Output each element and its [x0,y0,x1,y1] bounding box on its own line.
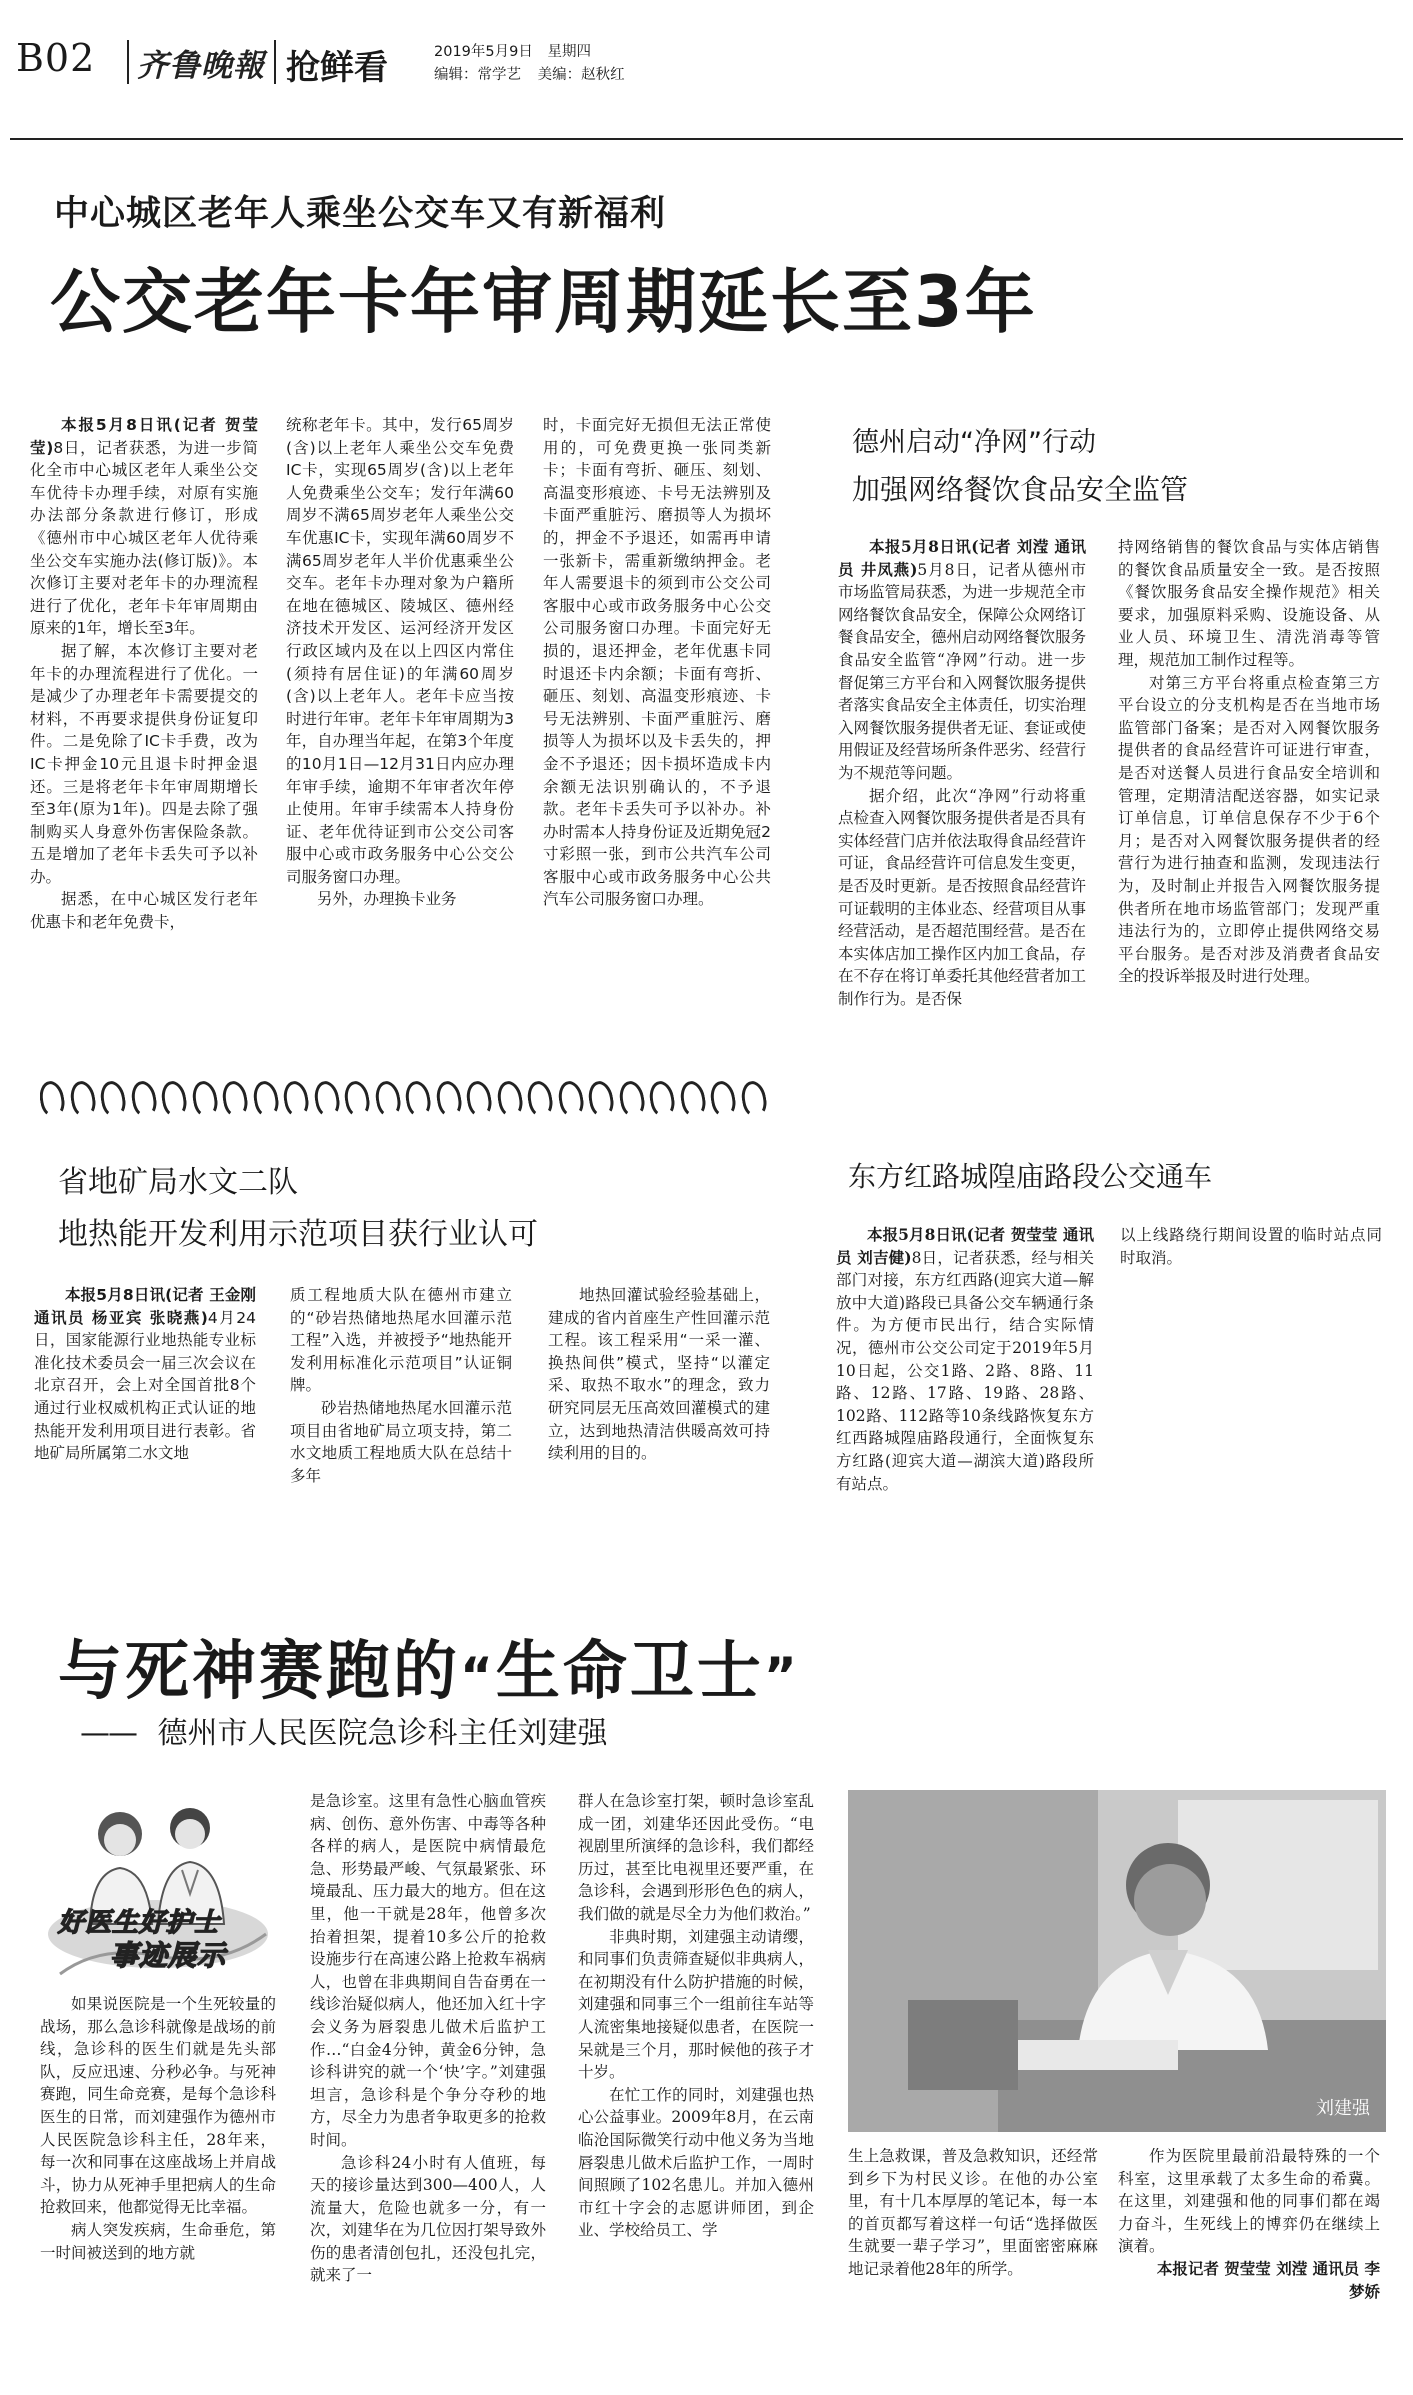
article5-col4-text: 生上急救课，普及急救知识，还经常到乡下为村民义诊。在他的办公室里，有十几本厚厚的笔记本，每一本的首页都写着这样一句话“选择做医生就要一辈子学习”，里面密密麻麻地记录着他28年的所学。 [848,2147,1098,2278]
article4-headline: 东方红路城隍庙路段公交通车 [848,1160,1213,1193]
article5-col2-p2: 急诊科24小时有人值班，每天的接诊量达到300—400人，人流量大，危险也就多一分，有一次，刘建华在为几位因打架导致外伤的患者清创包扎，还没包扎完，就来了一 [310,2153,546,2285]
article2-column-1 [838,536,1086,1066]
article2-headline: 加强网络餐饮食品安全监管 [852,473,1189,506]
article3-byline: 本报5月8日讯(记者 王金刚 通讯员 杨亚宾 张晓燕) [34,1286,256,1327]
article5-col1-text: 如果说医院是一个生死较量的战场，那么急诊科就像是战场的前线，急诊科的医生们就是先头部队，反应迅速、分秒必争。与死神赛跑，同生命竞赛，是每个急诊科医生的日常，而刘建强作为德州市人民医院急诊科主任，28年来，每一次和同事在这座战场上并肩战斗，协力从死神手里把病人的生命抢救回来，他都觉得无比幸福。 [40,1995,276,2217]
good-doctor-badge [40,1784,276,1984]
article5-col3-p3: 在忙工作的同时，刘建强也热心公益事业。2009年8月，在云南临沧国际微笑行动中他义务为当地唇裂患儿做术后监护工作，一周时间照顾了102名患儿。并加入德州市红十字会的志愿讲师团，到企业、学校给员工、学 [578,2085,814,2240]
article2-col2-text: 持网络销售的餐饮食品与实体店销售的餐饮食品质量安全一致。是否按照《餐饮服务食品安全操作规范》相关要求，加强原料采购、设施设备、从业人员、环境卫生、清洗消毒等管理，规范加工制作过程等。 [1118,538,1380,669]
article5-col3-p2: 非典时期，刘建强主动请缨，和同事们负责筛查疑似非典病人，在初期没有什么防护措施的时候，刘建强和同事三个一组前往车站等人流密集地接疑似患者，在医院一呆就是三个月，那时候他的孩子才十岁。 [578,1927,814,2082]
article5-subtitle-line [80,1708,608,1752]
article5-column-4 [848,2145,1098,2365]
section-title: 抢鲜看 [286,48,388,88]
article1-kicker: 中心城区老年人乘坐公交车又有新福利 [54,194,667,234]
page-number: B02 [16,36,96,80]
designer: 美编：赵秋红 [537,67,625,83]
article5-quote-open: “ [460,1647,496,1705]
article3-col1-text: 4月24日，国家能源行业地热能专业标准化技术委员会一届三次会议在北京召开，会上对全国首批8个通过行业权威机构正式认证的地热能开发利用项目进行表彰。省地矿局所属第二水文地 [34,1308,256,1463]
badge-title-2: 事迹展示 [110,1939,227,1972]
issue-date [434,40,591,61]
doctor-at-desk-photo-icon [848,1790,1386,2132]
article5-col5-text: 作为医院里最前沿最特殊的一个科室，这里承载了太多生命的希冀。在这里，刘建强和他的同事们都在竭力奋斗，生死线上的博弈仍在继续上演着。 [1118,2147,1380,2256]
article1-col2-text: 统称老年卡。其中，发行65周岁(含)以上老年人乘坐公交车免费IC卡，实现65周岁(含)以上老年人免费乘坐公交车；发行年满60周岁不满65周岁老年人乘坐公交车优惠IC卡，实现年满60周岁不满65周岁老年人半价优惠乘坐公交车。老年卡办理对象为户籍所在地在德城区、陵城区、德州经济技术开发区、运河经济开发区行政区域内及在以上四区内常住(须持有居住证)的年满60周岁(含)以上老年人。老年卡应当按时进行年审。老年卡年审周期为3年，自办理当年起，在第3个年度的10月1日—12月31日内应办理年审手续，逾期不年审者次年停止使用。年审手续需本人持身份证、老年优待证到市公交公司客服中心或市政务服务中心公交公司服务窗口办理。 [286,416,514,886]
article3-headline: 地热能开发利用示范项目获行业认可 [58,1217,538,1252]
article2-byline: 本报5月8日讯(记者 刘滢 通讯员 井凤燕) [838,537,1086,579]
article1-col1-p3: 据悉，在中心城区发行老年优惠卡和老年免费卡， [30,890,258,932]
article1-column-1 [30,414,258,1004]
article5-headline [58,1620,800,1712]
article3-column-2 [290,1284,512,1534]
article5-subtitle: 德州市人民医院急诊科主任刘建强 [157,1716,608,1751]
editor-credits [434,63,625,84]
badge-title-1: 好医生好护士 [58,1908,221,1938]
article5-column-5 [1118,2145,1380,2375]
weekday: 星期四 [547,44,591,60]
header-divider [274,40,276,84]
article1-byline: 本报5月8日讯(记者 贺莹莹) [30,416,258,457]
article3-column-1 [34,1284,256,1534]
article2-kicker: 德州启动“净网”行动 [852,427,1096,458]
article3-col2-text: 质工程地质大队在德州市建立的“砂岩热储地热尾水回灌示范工程”入选，并被授予“地热能开发利用标准化示范项目”认证铜牌。 [290,1286,512,1395]
article2-col1-p2: 据介绍，此次“净网”行动将重点检查入网餐饮服务提供者是否具有实体经营门店并依法取得食品经营许可证，食品经营许可信息发生变更，是否及时更新。是否按照食品经营许可证载明的主体业态、经营项目从事经营活动，是否超范围经营。是否在本实体店加工操作区内加工食品，存在不存在将订单委托其他经营者加工制作行为。是否保 [838,786,1086,1008]
article5-col1-p2: 病人突发疾病，生命垂危，第一时间被送到的地方就 [40,2220,276,2262]
masthead-logo: 齐鲁晚報 [137,48,265,84]
article5-headline-b: 生命卫士 [495,1635,764,1709]
article1-column-3 [543,414,771,1004]
article2-column-2 [1118,536,1380,1066]
article1-col2-p2: 另外，办理换卡业务 [317,890,457,909]
article1-col1-p2: 据了解，本次修订主要对老年卡的办理流程进行了优化。一是减少了办理老年卡需要提交的材料，不再要求提供身份证复印件。二是免除了IC卡手费，改为IC卡押金10元且退卡时押金退还。三是将老年卡年审周期增长至3年(原为1年)。四是去除了强制购买人身意外伤害保险条款。五是增加了老年卡丢失可予以补办。 [30,641,258,886]
header-rule [10,138,1403,140]
header-divider [127,40,129,84]
article5-col2-text: 是急诊室。这里有急性心脑血管疾病、创伤、意外伤害、中毒等各种各样的病人，是医院中病情最危急、形势最严峻、气氛最紧张、环境最乱、压力最大的地方。但在这里，他一干就是28年，他曾多次抬着担架，提着10多公斤的抢救设施步行在高速公路上抢救车祸病人，也曾在非典期间自告奋勇在一线诊治疑似病人，他还加入红十字会义务为唇裂患儿做术后监护工作…“白金4分钟，黄金6分钟，急诊科讲究的就一个‘快’字。”刘建强坦言，急诊科是个争分夺秒的地方，尽全力为患者争取更多的抢救时间。 [310,1792,546,2149]
photo-caption: 刘建强 [1316,2098,1370,2119]
article5-column-1 [40,1993,276,2373]
article5-byline: 本报记者 贺莹莹 刘滢 通讯员 李梦娇 [1156,2258,1380,2301]
article4-col1-text: 8日，记者获悉，经与相关部门对接，东方红西路(迎宾大道—解放中大道)路段已具备公交车辆通行条件。为方便市民出行，结合实际情况，德州市公交公司定于2019年5月10日起，公交1路、2路、8路、11路、12路、17路、19路、28路、102路、112路等10条线路恢复东方红西路城隍庙路段通行，全面恢复东方红路(迎宾大道—湖滨大道)路段所有站点。 [836,1248,1094,1493]
article5-column-2 [310,1790,546,2380]
article1-column-2 [286,414,514,1004]
article3-column-3 [548,1284,770,1534]
article5-quote-close: ” [763,1647,800,1705]
article3-kicker: 省地矿局水文二队 [58,1165,298,1200]
article1-headline: 公交老年卡年审周期延长至3年 [50,261,1037,343]
article4-column-1 [836,1224,1094,1524]
article3-col3-text: 地热回灌试验经验基础上，建成的省内首座生产性回灌示范工程。该工程采用“一采一灌、换热间供”模式，坚持“以灌定采、取热不取水”的理念，致力研究同层无压高效回灌模式的建立，达到地热清洁供暖高效可持续利用的目的。 [548,1286,770,1463]
spiral-divider [40,1081,800,1125]
article4-column-2 [1120,1224,1382,1304]
article1-col1-text: 8日，记者获悉，为进一步简化全市中心城区老年人乘坐公交车优待卡办理手续，对原有实施办法部分条款进行修订，形成《德州市中心城区老年人优待乘坐公交车实施办法(修订版)》。本次修订主要对老年卡的办理流程进行了优化，老年卡年审周期由原来的1年，增长至3年。 [30,438,258,638]
article2-col1-text: 5月8日，记者从德州市市场监管局获悉，为进一步规范全市网络餐饮食品安全，保障公众网络订餐食品安全，德州启动网络餐饮服务食品安全监管“净网”行动。进一步督促第三方平台和入网餐饮服务提供者落实食品安全主体责任，切实治理入网餐饮服务提供者无证、套证或使用假证及经营场所条件恶劣、经营行为不规范等问题。 [838,560,1086,782]
article1-col3-text: 时，卡面完好无损但无法正常使用的，可免费更换一张同类新卡；卡面有弯折、砸压、刻划、高温变形痕迹、卡号无法辨别及卡面严重脏污、磨损等人为损坏的，押金不予退还，如需再申请一张新卡，需重新缴纳押金。老年人需要退卡的须到市公交公司客服中心或市政务服务中心公交公司服务窗口办理。卡面完好无损的，退还押金，老年优惠卡同时退还卡内余额；卡面有弯折、砸压、刻划、高温变形痕迹、卡号无法辨别、卡面严重脏污、磨损等人为损坏以及卡丢失的，押金不予退还；因卡损坏造成卡内余额无法识别确认的，不予退款。老年卡丢失可予以补办。补办时需本人持身份证及近期免冠2寸彩照一张，到市公共汽车公司客服中心或市政务服务中心公共汽车公司服务窗口办理。 [543,416,771,909]
article2-col2-p2: 对第三方平台将重点检查第三方平台设立的分支机构是否在当地市场监管部门备案；是否对入网餐饮服务提供者的食品经营许可证进行审查，是否对送餐人员进行食品安全培训和管理，定期清洁配送容器，如实记录订单信息，订单信息保存不少于6个月；是否对入网餐饮服务提供者的经营行为进行抽查和监测，发现违法行为，及时制止并报告入网餐饮服务提供者所在地市场监管部门；发现严重违法行为的，立即停止提供网络交易平台服务。是否对涉及消费者食品安全的投诉举报及时进行处理。 [1118,673,1380,986]
article3-col2-p2: 砂岩热储地热尾水回灌示范项目由省地矿局立项支持，第二水文地质工程地质大队在总结十多年 [290,1398,512,1485]
date: 2019年5月9日 [434,44,533,60]
article5-col3-text: 群人在急诊室打架，顿时急诊室乱成一团，刘建华还因此受伤。“电视剧里所演绎的急诊科，我们都经历过，甚至比电视里还要严重，在急诊科，会遇到形形色色的病人，我们做的就是尽全力为他们救治。” [578,1792,814,1923]
article5-headline-a: 与死神赛跑的 [58,1635,460,1709]
doctor-photo [848,1790,1386,2132]
article5-column-3 [578,1790,814,2380]
editor: 编辑：常学艺 [434,67,521,83]
article4-byline: 本报5月8日讯(记者 贺莹莹 通讯员 刘吉健) [836,1225,1094,1267]
article5-dash: —— [80,1716,136,1751]
article4-col2-text: 以上线路绕行期间设置的临时站点同时取消。 [1120,1226,1382,1267]
